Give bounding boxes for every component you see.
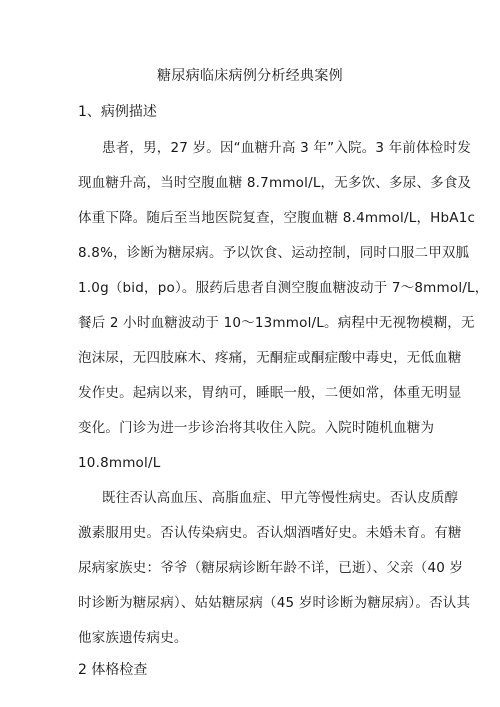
document-title: 糖尿病临床病例分析经典案例 <box>157 68 343 84</box>
paragraph-line: 现血糖升高，当时空腹血糖 8.7mmol/L，无多饮、多尿、多食及 <box>78 175 472 191</box>
paragraph-line: 既往否认高血压、高脂血症、甲亢等慢性病史。否认皮质醇 <box>102 490 459 506</box>
paragraph-line: 1.0g（bid，po）。服药后患者自测空腹血糖波动于 7～8mmol/L， <box>78 280 489 296</box>
paragraph-line: 患者，男，27 岁。因“血糖升高 3 年”入院。3 年前体检时发 <box>102 140 471 156</box>
paragraph-line: 发作史。起病以来，胃纳可，睡眠一般，二便如常，体重无明显 <box>78 385 462 401</box>
paragraph-line: 时诊断为糖尿病）、姑姑糖尿病（45 岁时诊断为糖尿病）。否认其 <box>78 595 471 611</box>
paragraph-line: 泡沫尿，无四肢麻木、疼痛，无酮症或酮症酸中毒史，无低血糖 <box>78 350 462 366</box>
paragraph-line: 8.8%，诊断为糖尿病。予以饮食、运动控制，同时口服二甲双胍 <box>78 245 470 261</box>
paragraph-line: 激素服用史。否认传染病史。否认烟酒嗜好史。未婚未育。有糖 <box>78 525 462 541</box>
paragraph-line: 体重下降。随后至当地医院复查，空腹血糖 8.4mmol/L，HbA1c <box>78 210 476 226</box>
paragraph-line: 变化。门诊为进一步诊治将其收住入院。入院时随机血糖为 <box>78 420 435 436</box>
section-heading-case-description: 1、病例描述 <box>78 104 157 120</box>
paragraph-line: 尿病家族史：爷爷（糖尿病诊断年龄不详，已逝）、父亲（40 岁 <box>78 560 464 576</box>
paragraph-line: 他家族遗传病史。 <box>78 630 188 646</box>
paragraph-line: 餐后 2 小时血糖波动于 10～13mmol/L。病程中无视物模糊，无 <box>78 315 475 331</box>
section-heading-physical-exam: 2 体格检查 <box>78 662 148 678</box>
paragraph-line: 10.8mmol/L <box>78 455 161 471</box>
